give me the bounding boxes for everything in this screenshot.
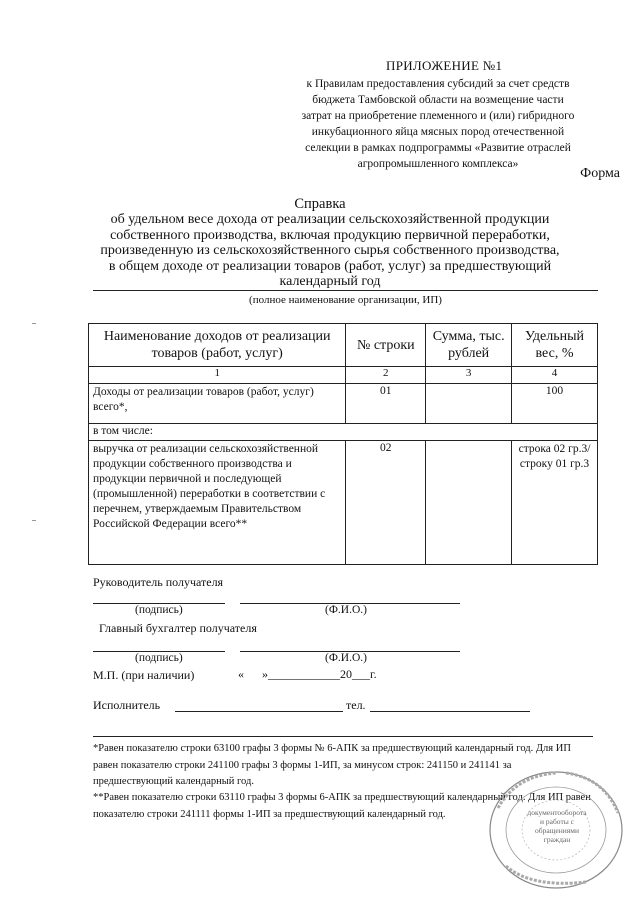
annex-line: селекции в рамках подпрограммы «Развитие отраслей bbox=[305, 142, 571, 154]
annex-line: инкубационного яйца мясных пород отечественной bbox=[311, 126, 565, 138]
annex-line: к Правилам предоставления субсидий за счет средств bbox=[306, 78, 570, 90]
header-line-number: № строки bbox=[346, 324, 426, 367]
income-table bbox=[88, 323, 598, 565]
table-row bbox=[89, 441, 598, 565]
subtitle-line: об удельном весе дохода от реализации сельскохозяйственной продукции bbox=[110, 212, 550, 227]
accountant-label: Главный бухгалтер получателя bbox=[99, 621, 257, 635]
name-caption: (Ф.И.О.) bbox=[325, 652, 367, 664]
subtitle-line: произведенную из сельскохозяйственного сырья собственного производства, bbox=[100, 243, 560, 258]
annex-line: агропромышленного комплекса» bbox=[357, 158, 519, 170]
annex-line: бюджета Тамбовской области на возмещение части bbox=[312, 94, 564, 106]
seal-label: М.П. (при наличии) bbox=[93, 668, 195, 682]
form-label: Форма bbox=[580, 166, 620, 181]
office-stamp bbox=[486, 768, 626, 893]
name-caption: (Ф.И.О.) bbox=[325, 604, 367, 616]
annex-description bbox=[270, 76, 606, 172]
header-income-name: Наименование доходов от реализации товаров (работ, услуг) bbox=[89, 324, 346, 367]
row-line-number: 01 bbox=[346, 384, 426, 424]
stamp-text: документооборота и работы с обращениями граждан bbox=[527, 808, 587, 844]
footnote-divider bbox=[93, 736, 593, 737]
organization-name-field[interactable] bbox=[93, 290, 598, 291]
organization-caption: (полное наименование организации, ИП) bbox=[249, 294, 442, 306]
row-sum-cell[interactable] bbox=[426, 384, 512, 424]
column-number: 1 bbox=[89, 367, 346, 384]
phone-field[interactable] bbox=[370, 711, 530, 712]
document-title: Справка bbox=[294, 196, 346, 212]
column-number-row bbox=[89, 367, 598, 384]
annex-line: затрат на приобретение племенного и (или) гибридного bbox=[301, 110, 575, 122]
table-row bbox=[89, 424, 598, 441]
column-number: 4 bbox=[512, 367, 598, 384]
header-share: Удельный вес, % bbox=[512, 324, 598, 367]
head-label: Руководитель получателя bbox=[93, 575, 224, 589]
margin-tick bbox=[32, 323, 36, 324]
executor-label: Исполнитель bbox=[93, 698, 161, 712]
row-name: выручка от реализации сельскохозяйственной продукции собственного производства и продукции первичной и последующей (промышленной) переработки в соответствии с перечнем, утверждаемым Правительством Российской Федерации всего** bbox=[89, 441, 346, 565]
column-number: 3 bbox=[426, 367, 512, 384]
signature-caption: (подпись) bbox=[135, 652, 183, 664]
row-name: Доходы от реализации товаров (работ, услуг) всего*, bbox=[89, 384, 346, 424]
column-number: 2 bbox=[346, 367, 426, 384]
row-subheading: в том числе: bbox=[89, 424, 598, 441]
subtitle-line: собственного производства, включая продукцию первичной переработки, bbox=[110, 227, 550, 243]
row-line-number: 02 bbox=[346, 441, 426, 565]
executor-field[interactable] bbox=[175, 711, 343, 712]
header-sum: Сумма, тыс. рублей bbox=[426, 324, 512, 367]
row-share: строка 02 гр.3/ строку 01 гр.3 bbox=[512, 441, 598, 565]
subtitle-line: календарный год bbox=[279, 274, 381, 289]
annex-title: ПРИЛОЖЕНИЕ №1 bbox=[386, 58, 503, 73]
document-subtitle bbox=[80, 212, 580, 290]
phone-label: тел. bbox=[346, 698, 366, 712]
margin-tick bbox=[32, 520, 36, 521]
subtitle-line: в общем доходе от реализации товаров (работ, услуг) за предшествующий bbox=[108, 258, 552, 274]
footnote-1: *Равен показателю строки 63100 графы 3 формы № 6-АПК за предшествующий календарный год. Для ИП равен показателю строки 241100 графы 3 формы 1-ИП, за минусом строк: 241150 и 241141 за предшествующий календарный год. bbox=[93, 743, 571, 787]
row-share: 100 bbox=[512, 384, 598, 424]
table-header-row bbox=[89, 324, 598, 367]
row-sum-cell[interactable] bbox=[426, 441, 512, 565]
signature-caption: (подпись) bbox=[135, 604, 183, 616]
table-row bbox=[89, 384, 598, 424]
footnote-2: **Равен показателю строки 63110 графы 3 формы 6-АПК за предшествующий календарный год. Для ИП равен показателю строки 241111 формы 1-ИП за предшествующий календарный год. bbox=[93, 792, 591, 820]
date-field[interactable]: « »____________20___г. bbox=[238, 667, 377, 681]
